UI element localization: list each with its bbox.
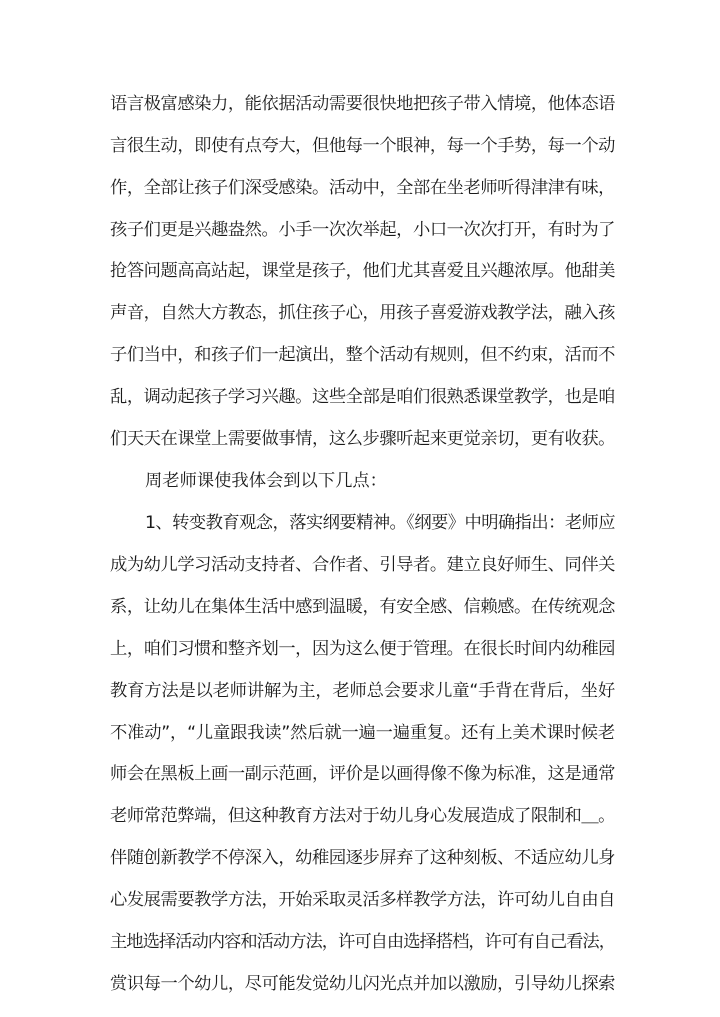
text-line: 言很生动，即使有点夸大，但他每一个眼神，每一个手势，每一个动 (110, 136, 615, 156)
text-line: 子们当中，和孩子们一起演出，整个活动有规则，但不约束，活而不 (110, 345, 615, 365)
text-line: 1、转变教育观念，落实纲要精神。《纲要》中明确指出：老师应 (145, 513, 615, 533)
text-line: 老师常范弊端，但这种教育方法对于幼儿身心发展造成了限制和＿。 (110, 806, 615, 826)
text-line: 伴随创新教学不停深入，幼稚园逐步屏弃了这种刻板、不适应幼儿身 (110, 848, 615, 868)
text-line: 语言极富感染力，能依据活动需要很快地把孩子带入情境，他体态语 (110, 94, 615, 114)
text-line: 抢答问题高高站起，课堂是孩子，他们尤其喜爱且兴趣浓厚。他甜美 (110, 261, 615, 281)
text-line: 孩子们更是兴趣盎然。小手一次次举起，小口一次次打开，有时为了 (110, 220, 615, 240)
text-line: 赏识每一个幼儿，尽可能发觉幼儿闪光点并加以激励，引导幼儿探索 (110, 974, 615, 994)
text-line: 上，咱们习惯和整齐划一，因为这么便于管理。在很长时间内幼稚园 (110, 639, 615, 659)
text-line: 声音，自然大方教态，抓住孩子心，用孩子喜爱游戏教学法，融入孩 (110, 303, 615, 323)
paragraph-heading: 周老师课使我体会到以下几点： (145, 471, 387, 491)
text-line: 乱，调动起孩子学习兴趣。这些全部是咱们很熟悉课堂教学，也是咱 (110, 387, 615, 407)
text-line: 成为幼儿学习活动支持者、合作者、引导者。建立良好师生、同伴关 (110, 555, 615, 575)
text-line: 作，全部让孩子们深受感染。活动中，全部在坐老师听得津津有味， (110, 178, 615, 198)
text-line: 心发展需要教学方法，开始采取灵活多样教学方法，许可幼儿自由自 (110, 890, 615, 910)
text-line: 不准动”，“儿童跟我读”然后就一遍一遍重复。还有上美术课时候老 (110, 723, 615, 743)
text-line: 师会在黑板上画一副示范画，评价是以画得像不像为标准，这是通常 (110, 764, 615, 784)
text-line: 系，让幼儿在集体生活中感到温暖，有安全感、信赖感。在传统观念 (110, 597, 615, 617)
text-line: 们天天在课堂上需要做事情，这么步骤听起来更觉亲切，更有收获。 (110, 429, 615, 449)
text-line: 教育方法是以老师讲解为主，老师总会要求儿童“手背在背后，坐好 (110, 681, 615, 701)
text-line: 主地选择活动内容和活动方法，许可自由选择搭档，许可有自己看法， (110, 932, 615, 952)
